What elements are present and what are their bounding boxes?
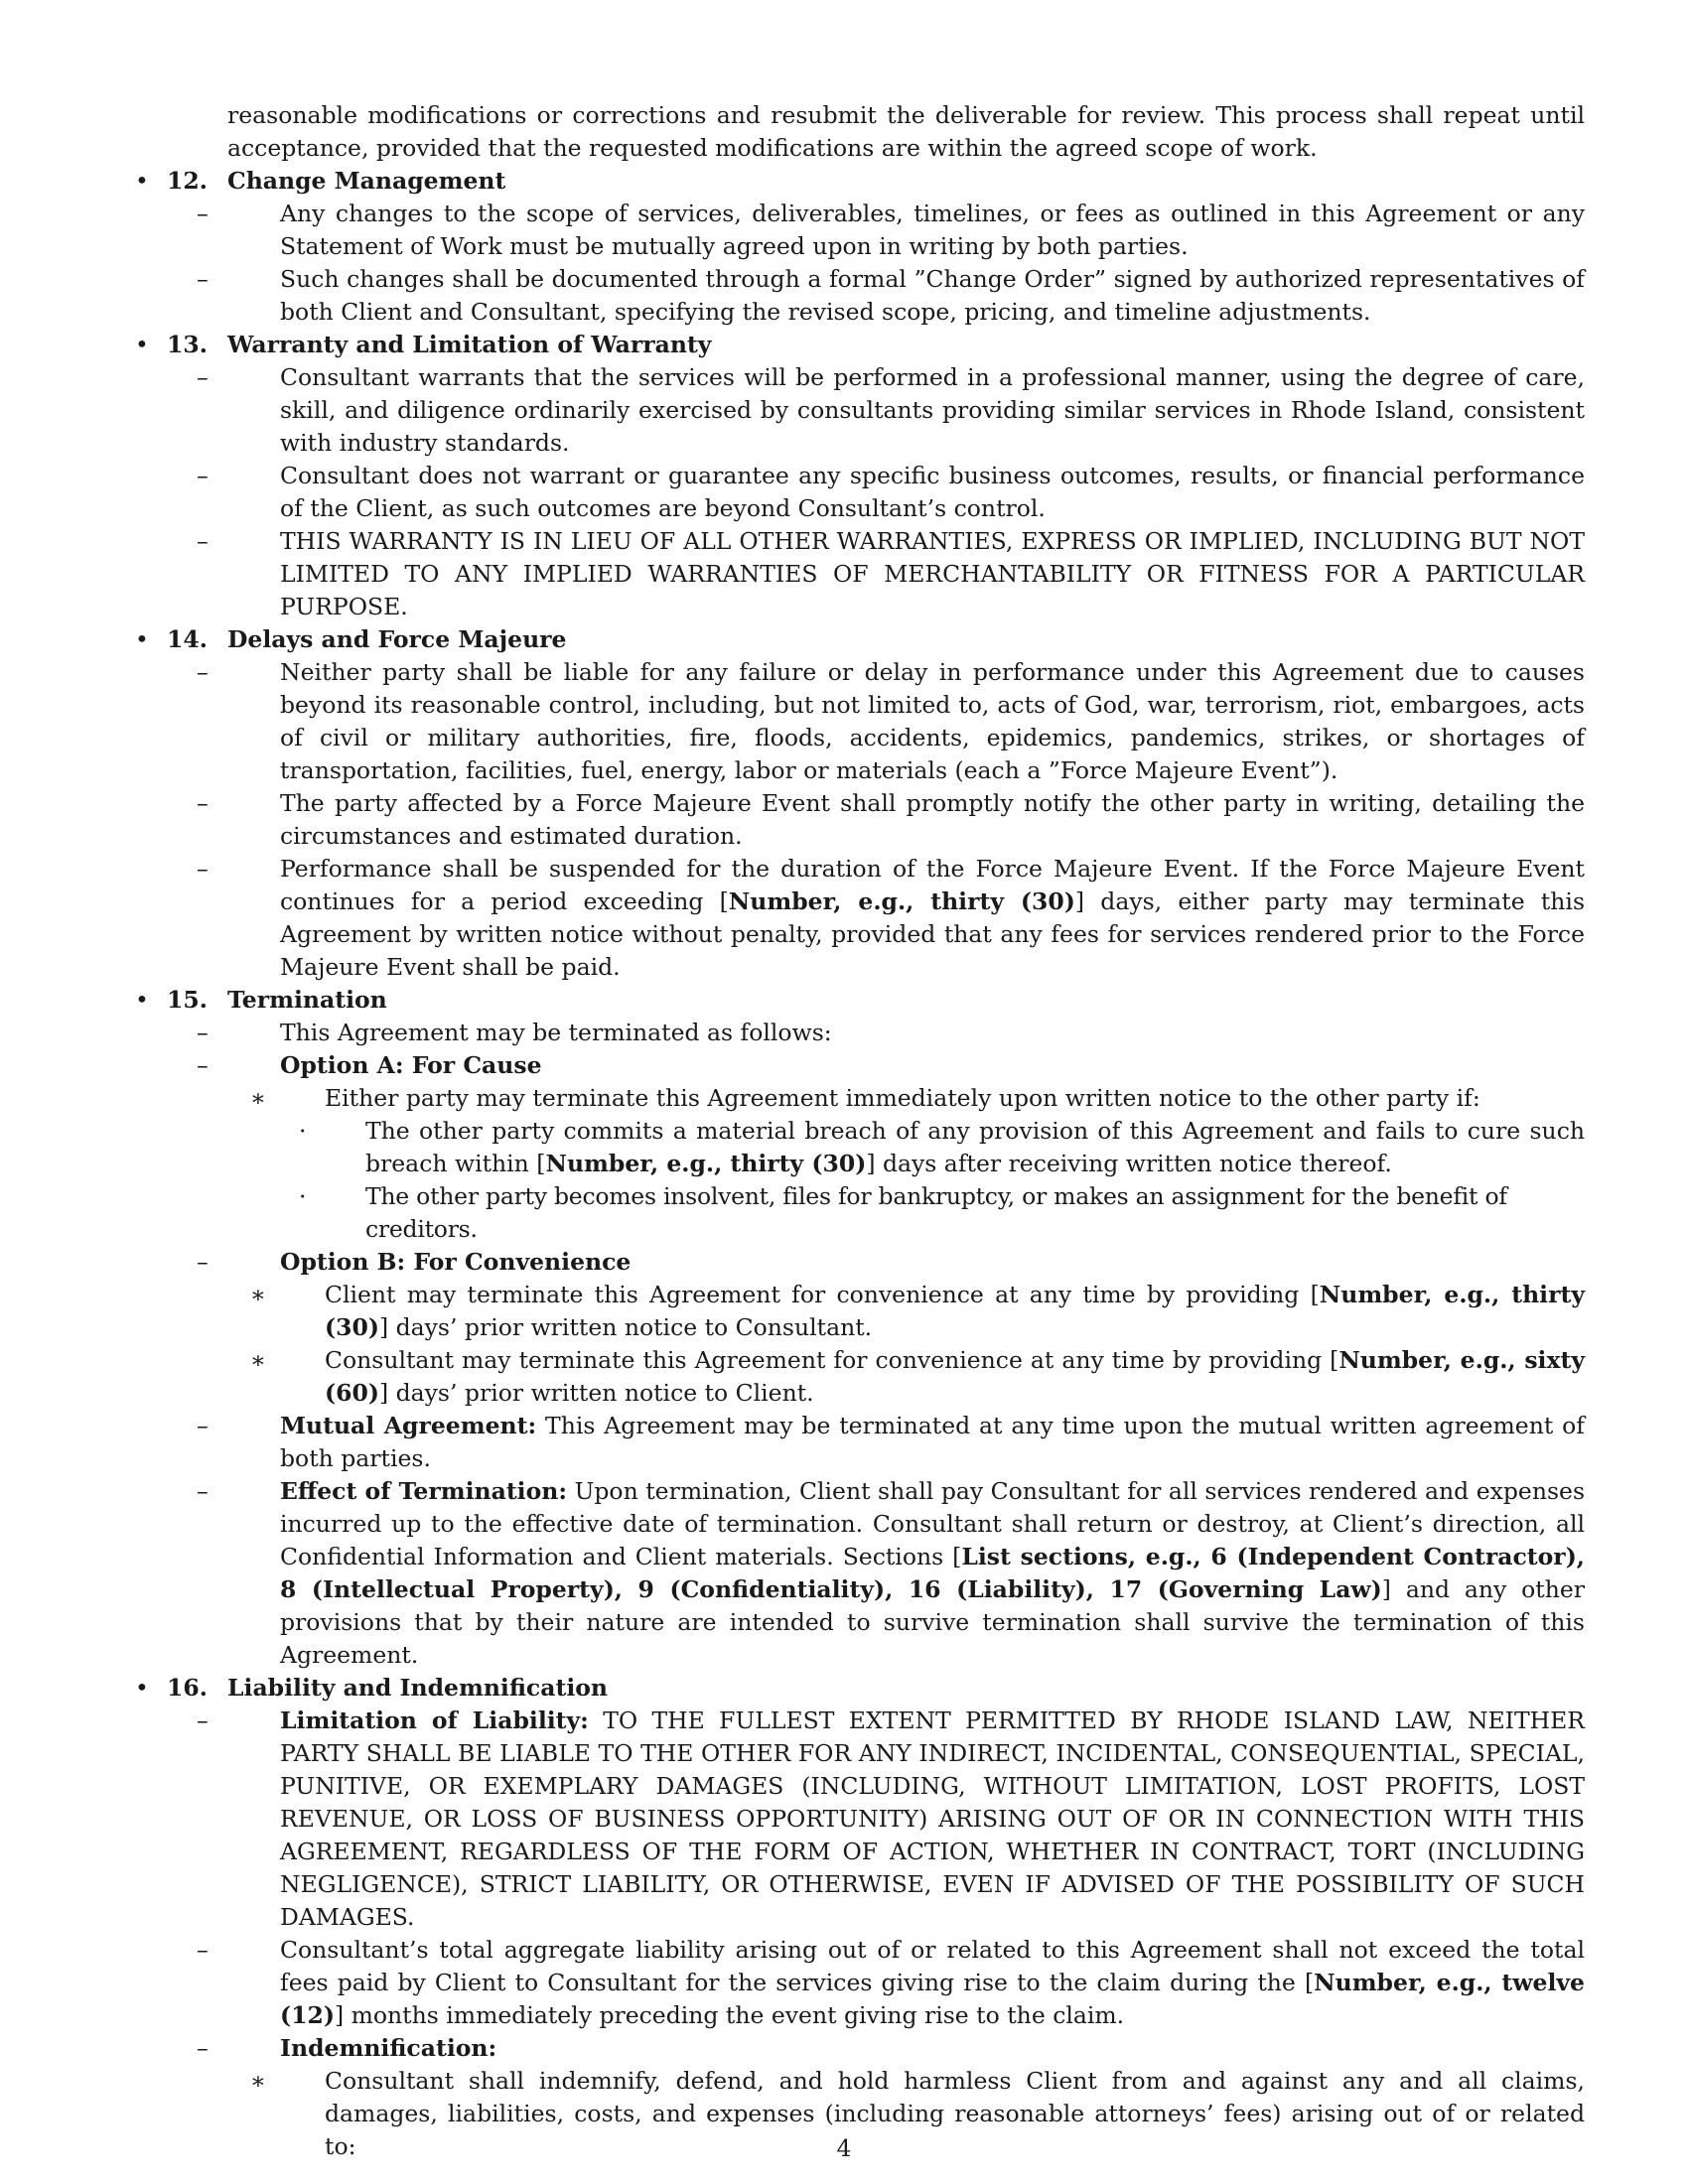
- list-item: [135, 787, 1585, 853]
- continuation-paragraph: [135, 99, 1585, 165]
- list-item-text: ] and any other provisions that by their nature are intended to survive termination shall survive the termination of this Agreement.: [280, 1575, 1585, 1669]
- section-16-heading: [135, 1672, 1585, 1705]
- list-item-mutual-agreement: [135, 1410, 1585, 1475]
- dash-marker: –: [197, 658, 209, 686]
- sub-list-item: [135, 1082, 1585, 1115]
- star-marker: ∗: [250, 1084, 266, 1112]
- list-item-text: ] days after receiving written notice thereof.: [866, 1150, 1392, 1177]
- list-item-text: This Agreement may be terminated at any time upon the mutual written agreement of both parties.: [280, 1412, 1585, 1472]
- section-number: 14.: [167, 625, 208, 653]
- list-item-text: Consultant’s total aggregate liability arising out of or related to this Agreement shall not exceed the total fees paid by Client to Consultant for the services giving rise to the claim during the [: [280, 1936, 1585, 1996]
- list-item-text: The other party becomes insolvent, files for bankruptcy, or makes an assignment for the benefit of creditors.: [365, 1182, 1507, 1243]
- dash-marker: –: [197, 2034, 209, 2062]
- list-item-text: ] months immediately preceding the event giving rise to the claim.: [334, 2001, 1125, 2029]
- option-heading: Option A: For Cause: [280, 1051, 542, 1079]
- list-item: [135, 853, 1585, 984]
- list-item-text: Such changes shall be documented through a formal ”Change Order” signed by authorized representatives of both Client and Consultant, specifying the revised scope, pricing, and timeline adjustments.: [280, 265, 1585, 326]
- list-item-text: Client may terminate this Agreement for convenience at any time by providing [: [325, 1281, 1320, 1308]
- document-body: [135, 99, 1585, 2163]
- list-item-text: Consultant shall indemnify, defend, and hold harmless Client from and against any and all claims, damages, liabilities, costs, and expenses (including reasonable attorneys’ fees) arising out of or related to:: [325, 2067, 1585, 2160]
- list-item-text: Performance shall be suspended for the duration of the Force Majeure Event. If the Force Majeure Event continues for a period exceeding [: [280, 855, 1585, 915]
- bullet-marker: •: [135, 1674, 149, 1702]
- section-title: Termination: [227, 986, 387, 1014]
- star-marker: ∗: [250, 1346, 266, 1374]
- list-item-text: Consultant may terminate this Agreement for convenience at any time by providing [: [325, 1346, 1339, 1374]
- list-item-text: Either party may terminate this Agreement immediately upon written notice to the other party if:: [325, 1084, 1480, 1112]
- continuation-text: reasonable modifications or corrections and resubmit the deliverable for review. This process shall repeat until acceptance, provided that the requested modifications are within the agreed scope of work.: [227, 101, 1585, 162]
- section-title: Liability and Indemnification: [227, 1674, 609, 1702]
- section-number: 13.: [167, 331, 208, 358]
- section-12-heading: [135, 165, 1585, 198]
- star-marker: ∗: [250, 1281, 266, 1308]
- dash-marker: –: [197, 200, 209, 227]
- bullet-marker: •: [135, 986, 149, 1014]
- list-item-option-b: [135, 1246, 1585, 1279]
- dash-marker: –: [197, 265, 209, 293]
- item-label: Indemnification:: [280, 2034, 497, 2062]
- sub-list-item: [135, 1279, 1585, 1344]
- bullet-marker: •: [135, 167, 149, 195]
- placeholder-field: Number, e.g., sixty (60): [325, 1346, 1585, 1407]
- option-heading: Option B: For Convenience: [280, 1248, 632, 1276]
- sub-sub-list-item: [135, 1180, 1585, 1246]
- list-item-text: This Agreement may be terminated as follows:: [280, 1019, 832, 1046]
- dash-marker: –: [197, 462, 209, 489]
- section-title: Delays and Force Majeure: [227, 625, 567, 653]
- section-number: 12.: [167, 167, 208, 195]
- dash-marker: –: [197, 1936, 209, 1964]
- sub-sub-list-item: [135, 1115, 1585, 1180]
- dash-marker: –: [197, 789, 209, 817]
- list-item-text: ] days, either party may terminate this Agreement by written notice without penalty, provided that any fees for services rendered prior to the Force Majeure Event shall be paid.: [280, 887, 1586, 981]
- dash-marker: –: [197, 1051, 209, 1079]
- list-item-effect-of-termination: [135, 1475, 1585, 1672]
- section-15-heading: [135, 984, 1585, 1017]
- dash-marker: –: [197, 1019, 209, 1046]
- list-item: [135, 198, 1585, 263]
- list-item: [135, 263, 1585, 329]
- dash-marker: –: [197, 363, 209, 391]
- list-item: [135, 361, 1585, 460]
- list-item-option-a: [135, 1049, 1585, 1082]
- list-item-text: Consultant does not warrant or guarantee any specific business outcomes, results, or financial performance of the Client, as such outcomes are beyond Consultant’s control.: [280, 462, 1585, 522]
- list-item-text: ] days’ prior written notice to Client.: [378, 1379, 814, 1407]
- list-item-text: TO THE FULLEST EXTENT PERMITTED BY RHODE ISLAND LAW, NEITHER PARTY SHALL BE LIABLE TO THE OTHER FOR ANY INDIRECT, INCIDENTAL, CONSEQUENTIAL, SPECIAL, PUNITIVE, OR EXEMPLARY DAMAGES (INCLUDING, WITHOUT LIMITATION, LOST PROFITS, LOST REVENUE, OR LOSS OF BUSINESS OPPORTUNITY) ARISING OUT OF OR IN CONNECTION WITH THIS AGREEMENT, REGARDLESS OF THE FORM OF ACTION, WHETHER IN CONTRACT, TORT (INCLUDING NEGLIGENCE), STRICT LIABILITY, OR OTHERWISE, EVEN IF ADVISED OF THE POSSIBILITY OF SUCH DAMAGES.: [280, 1706, 1585, 1931]
- dot-marker: ·: [299, 1117, 307, 1145]
- dash-marker: –: [197, 855, 209, 883]
- section-number: 16.: [167, 1674, 208, 1702]
- dash-marker: –: [197, 1412, 209, 1439]
- list-item-text: The other party commits a material breach of any provision of this Agreement and fails to cure such breach within [: [365, 1117, 1585, 1177]
- bullet-marker: •: [135, 331, 149, 358]
- list-item: [135, 656, 1585, 787]
- list-item: [135, 460, 1585, 525]
- dash-marker: –: [197, 1706, 209, 1734]
- list-item-text: Neither party shall be liable for any failure or delay in performance under this Agreement due to causes beyond its reasonable control, including, but not limited to, acts of God, war, terrorism, riot, embargoes, acts of civil or military authorities, fire, floods, accidents, epidemics, pandemics, strikes, or shortages of transportation, facilities, fuel, energy, labor or materials (each a ”Force Majeure Event”).: [280, 658, 1585, 784]
- dash-marker: –: [197, 1248, 209, 1276]
- list-item: [135, 525, 1585, 623]
- list-item-text: ] days’ prior written notice to Consultant.: [378, 1313, 873, 1341]
- placeholder-field: List sections, e.g., 6 (Independent Contractor), 8 (Intellectual Property), 9 (Confidentiality), 16 (Liability), 17 (Governing Law): [280, 1543, 1585, 1603]
- sub-list-item: [135, 1344, 1585, 1410]
- bullet-marker: •: [135, 625, 149, 653]
- item-label: Limitation of Liability:: [280, 1706, 589, 1734]
- list-item-indemnification: [135, 2032, 1585, 2065]
- placeholder-field: Number, e.g., thirty (30): [728, 887, 1075, 915]
- dot-marker: ·: [299, 1182, 307, 1210]
- list-item: [135, 1017, 1585, 1049]
- star-marker: ∗: [250, 2067, 266, 2095]
- section-title: Warranty and Limitation of Warranty: [227, 331, 712, 358]
- section-title: Change Management: [227, 167, 506, 195]
- item-label: Mutual Agreement:: [280, 1412, 537, 1439]
- placeholder-field: Number, e.g., thirty (30): [325, 1281, 1586, 1341]
- item-label: Effect of Termination:: [280, 1477, 568, 1505]
- section-13-heading: [135, 329, 1585, 361]
- list-item-text: Any changes to the scope of services, deliverables, timelines, or fees as outlined in this Agreement or any Statement of Work must be mutually agreed upon in writing by both parties.: [280, 200, 1585, 260]
- list-item-text: THIS WARRANTY IS IN LIEU OF ALL OTHER WARRANTIES, EXPRESS OR IMPLIED, INCLUDING BUT NOT LIMITED TO ANY IMPLIED WARRANTIES OF MERCHANTABILITY OR FITNESS FOR A PARTICULAR PURPOSE.: [280, 527, 1585, 620]
- list-item: [135, 1934, 1585, 2032]
- list-item-limitation-of-liability: [135, 1705, 1585, 1934]
- placeholder-field: Number, e.g., thirty (30): [545, 1150, 867, 1177]
- page-number: 4: [836, 2134, 852, 2162]
- dash-marker: –: [197, 527, 209, 555]
- list-item-text: Upon termination, Client shall pay Consultant for all services rendered and expenses incurred up to the effective date of termination. Consultant shall return or destroy, at Client’s direction, all Confidential Information and Client materials. Sections [: [280, 1477, 1585, 1570]
- dash-marker: –: [197, 1477, 209, 1505]
- section-number: 15.: [167, 986, 208, 1014]
- section-14-heading: [135, 623, 1585, 656]
- placeholder-field: Number, e.g., twelve (12): [280, 1969, 1585, 2029]
- list-item-text: The party affected by a Force Majeure Event shall promptly notify the other party in writing, detailing the circumstances and estimated duration.: [280, 789, 1585, 850]
- list-item-text: Consultant warrants that the services will be performed in a professional manner, using the degree of care, skill, and diligence ordinarily exercised by consultants providing similar services in Rhode Island, consistent with industry standards.: [280, 363, 1585, 457]
